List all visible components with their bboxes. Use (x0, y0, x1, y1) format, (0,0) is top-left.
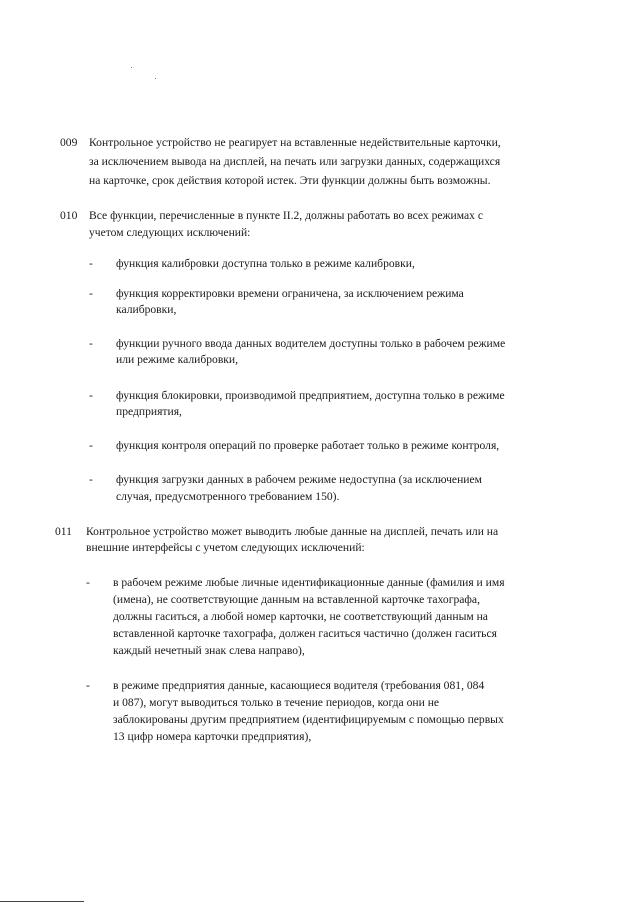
bullet-line: предприятия, (116, 405, 182, 418)
bullet-line: случая, предусмотренного требованием 150). (116, 490, 340, 503)
bullet-line: заблокированы другим предприятием (идентифицируемым с помощью первых (113, 713, 504, 726)
bullet-line: 13 цифр номера карточки предприятия), (113, 730, 312, 743)
paragraph-line: за исключением вывода на дисплей, на печать или загрузки данных, содержащихся (89, 155, 501, 168)
bullet-line: или режиме калибровки, (116, 353, 239, 366)
paragraph-line: на карточке, срок действия которой истек. Эти функции должны быть возможны. (89, 174, 491, 187)
paragraph-line: внешние интерфейсы с учетом следующих исключений: (86, 541, 365, 554)
bullet-line: функции ручного ввода данных водителем доступны только в рабочем режиме (116, 337, 506, 350)
scan-speck (131, 67, 132, 68)
scan-speck (155, 78, 156, 79)
bullet-line: должны гаситься, а любой номер карточки, не соответствующий данным на (113, 610, 488, 623)
bullet-line: вставленной карточке тахографа, должен гаситься частично (должен гаситься (113, 627, 497, 640)
section-number-010: 010 (60, 209, 78, 222)
bullet-line: функция блокировки, производимой предприятием, доступна только в режиме (116, 389, 505, 402)
bullet-line: и 087), могут выводиться только в течение периодов, когда они не (113, 696, 440, 709)
bullet-line: (имена), не соответствующие данным на вставленной карточке тахографа, (113, 593, 480, 606)
bullet-dash: - (89, 389, 93, 402)
section-number-009: 009 (60, 136, 78, 149)
scan-edge-line (0, 901, 84, 902)
bullet-line: в рабочем режиме любые личные идентификационные данные (фамилия и имя (113, 576, 505, 589)
bullet-dash: - (86, 679, 90, 692)
bullet-line: функция калибровки доступна только в режиме калибровки, (116, 257, 415, 270)
paragraph-line: Все функции, перечисленные в пункте II.2, должны работать во всех режимах с (89, 209, 483, 222)
bullet-line: функция корректировки времени ограничена, за исключением режима (116, 287, 464, 300)
bullet-dash: - (89, 257, 93, 270)
bullet-line: каждый нечетный знак слева направо), (113, 644, 305, 657)
bullet-dash: - (89, 287, 93, 300)
paragraph-line: Контрольное устройство не реагирует на вставленные недействительные карточки, (89, 136, 501, 149)
bullet-dash: - (89, 337, 93, 350)
paragraph-line: Контрольное устройство может выводить любые данные на дисплей, печать или на (86, 525, 499, 538)
bullet-line: функция загрузки данных в рабочем режиме недоступна (за исключением (116, 473, 482, 486)
bullet-line: функция контроля операций по проверке работает только в режиме контроля, (116, 439, 500, 452)
bullet-dash: - (89, 473, 93, 486)
bullet-line: калибровки, (116, 303, 177, 316)
bullet-dash: - (86, 576, 90, 589)
section-number-011: 011 (55, 525, 72, 538)
paragraph-line: учетом следующих исключений: (89, 226, 251, 239)
bullet-dash: - (89, 439, 93, 452)
bullet-line: в режиме предприятия данные, касающиеся водителя (требования 081, 084 (113, 679, 485, 692)
